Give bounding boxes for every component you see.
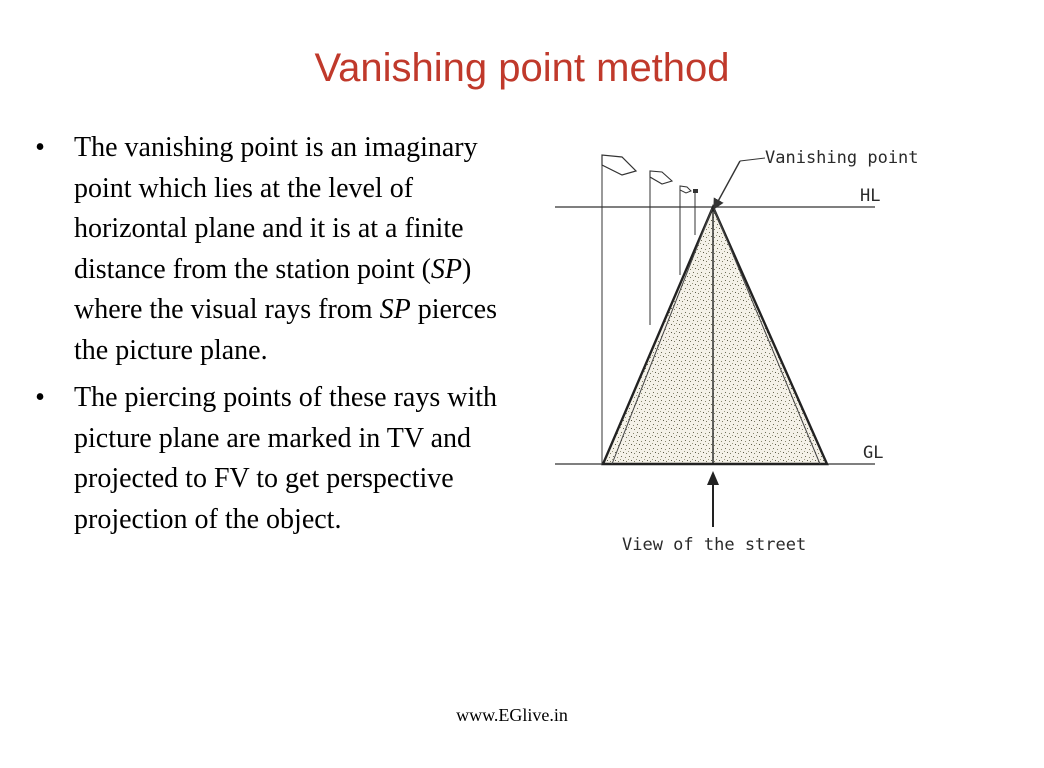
vanishing-point-diagram <box>540 135 919 575</box>
bullet-dot-icon: • <box>35 132 45 163</box>
bullet-item <box>30 128 510 371</box>
bullet-item <box>30 378 510 540</box>
bullet-text-part: pierces the picture plane. <box>74 294 497 366</box>
bullet-text-part: ) where the visual rays from <box>74 253 472 325</box>
flag-icon <box>680 186 691 193</box>
street-triangle <box>603 207 827 464</box>
leader-line <box>740 158 765 161</box>
bullet-dot-icon: • <box>35 382 45 413</box>
gl-label: GL <box>863 443 884 463</box>
bullet-emphasis-sp: SP <box>430 253 463 285</box>
slide-title: Vanishing point method <box>314 46 730 90</box>
bullet-text: The piercing points of these rays with picture plane are marked in TV and projected to FV to get perspective projection of the object. <box>74 382 498 535</box>
view-label: View of the street <box>622 535 807 555</box>
hl-label: HL <box>860 186 881 206</box>
bullet-emphasis-sp: SP <box>379 294 411 325</box>
flag-icon <box>650 171 672 184</box>
footer-url: www.EGlive.in <box>456 705 568 725</box>
view-arrow-head-icon <box>707 471 719 485</box>
bullet-list <box>30 128 510 547</box>
flag-icon <box>602 155 636 175</box>
vanishing-point-pointer <box>716 161 740 205</box>
bullet-text-part: The vanishing point is an imaginary point which lies at the level of horizontal plane and it is at a finite distance from the station point ( <box>74 132 478 285</box>
flag-icon <box>693 189 698 193</box>
vanishing-point-label: Vanishing point <box>765 148 919 168</box>
